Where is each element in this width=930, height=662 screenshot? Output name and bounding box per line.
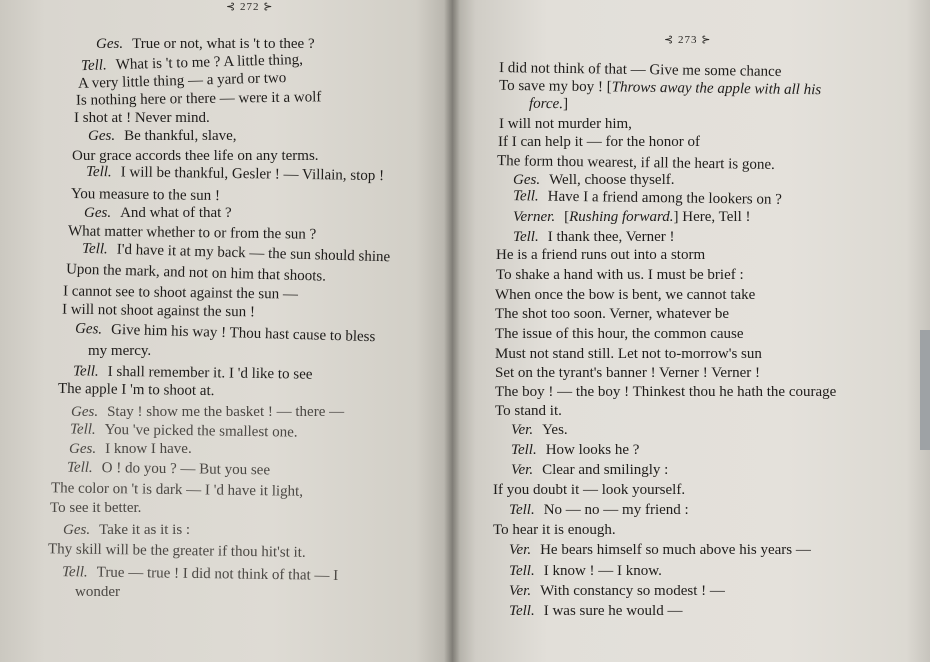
- left_page-line: [86, 164, 384, 185]
- verse-text: my mercy.: [88, 343, 152, 359]
- stage-direction: Rushing forward.: [569, 209, 674, 225]
- speaker-name: Tell.: [80, 57, 107, 75]
- page-ornament-left: ⊰: [664, 34, 675, 46]
- verse-text: I will not murder him,: [499, 116, 632, 132]
- verse-text: I will be thankful, Gesler ! — Villain, stop !: [120, 164, 385, 185]
- verse-text: Stay ! show me the basket ! — there —: [107, 404, 345, 420]
- right_page-line: [495, 326, 744, 343]
- speaker-name: Tell.: [509, 603, 535, 619]
- verse-text: To stand it.: [495, 403, 562, 419]
- verse-text: You measure to the sun !: [70, 185, 221, 205]
- verse-text: To shake a hand with us. I must be brief :: [496, 267, 744, 283]
- speaker-name: Tell.: [512, 188, 539, 205]
- left_page-line: [74, 110, 210, 127]
- verse-text: Well, choose thyself.: [549, 172, 675, 188]
- verse-text: The color on 't is dark — I 'd have it light,: [50, 480, 304, 500]
- speaker-name: Tell.: [511, 442, 537, 458]
- right_page-line: [495, 287, 755, 304]
- verse-text: The boy ! — the boy ! Thinkest thou he hath the courage: [495, 384, 837, 400]
- page-ornament-right: ⊱: [263, 1, 274, 13]
- right_page-line: [499, 116, 632, 133]
- verse-text: A very little thing — a yard or two: [77, 70, 287, 92]
- page-number-text: 272: [239, 1, 260, 13]
- right_page-line: [513, 209, 751, 226]
- verse-text: The apple I 'm to shoot at.: [57, 380, 215, 400]
- speaker-name: Ges.: [74, 320, 103, 338]
- verse-text: I shall remember it. I 'd like to see: [107, 363, 313, 383]
- speaker-name: Tell.: [69, 421, 96, 438]
- stage-direction: force.: [528, 95, 564, 113]
- verse-text: The issue of this hour, the common cause: [495, 326, 744, 342]
- left_page-line: [62, 302, 255, 322]
- verse-text: O ! do you ? — But you see: [101, 460, 271, 479]
- left_page-line: [70, 421, 298, 441]
- left_page-line: [69, 441, 192, 458]
- left_page-line: [63, 283, 298, 303]
- speaker-name: Tell.: [85, 163, 112, 181]
- verse-text: To save my boy ! [: [498, 77, 612, 96]
- speaker-name: Ges.: [84, 205, 112, 221]
- left_page-line: [58, 381, 215, 400]
- verse-text: Take it as it is :: [99, 522, 191, 538]
- verse-text: I was sure he would —: [543, 603, 683, 619]
- verse-text: wonder: [75, 584, 120, 600]
- right_page-line: [509, 502, 689, 519]
- verse-text: Be thankful, slave,: [124, 128, 237, 144]
- left-page: [0, 0, 452, 662]
- right_page-line: [529, 96, 568, 114]
- speaker-name: Tell.: [509, 502, 535, 518]
- speaker-name: Tell.: [509, 563, 535, 579]
- verse-text: I thank thee, Verner !: [547, 229, 675, 245]
- left_page-line: [88, 128, 237, 145]
- verse-text: I know ! — I know.: [543, 563, 662, 579]
- speaker-name: Ver.: [509, 583, 532, 599]
- verse-text: You 've picked the smallest one.: [104, 421, 298, 441]
- right_page-line: [495, 403, 562, 420]
- left_page-line: [75, 584, 120, 601]
- verse-text: Clear and smilingly :: [542, 462, 669, 478]
- speaker-name: Tell.: [81, 240, 109, 258]
- left_page-line: [73, 363, 313, 383]
- left_page-line: [72, 148, 319, 165]
- left_page-line: [71, 186, 220, 205]
- speaker-name: Ver.: [509, 542, 532, 558]
- page-ornament-left: ⊰: [226, 1, 237, 13]
- right_page-line: [496, 267, 744, 284]
- right_page-line: [511, 422, 568, 439]
- verse-text: True — true ! I did not think of that — I: [96, 564, 339, 584]
- verse-text: I know I have.: [105, 441, 192, 457]
- verse-text: What is 't to me ? A little thing,: [115, 51, 304, 74]
- verse-text: Give him his way ! Thou hast cause to bless: [110, 321, 376, 346]
- verse-text: To hear it is enough.: [493, 522, 616, 538]
- left_page-line: [48, 541, 306, 562]
- verse-text-after: ]: [562, 96, 569, 113]
- speaker-name: Tell.: [66, 459, 93, 476]
- page-number-text: 273: [677, 34, 698, 46]
- verse-text: [: [564, 209, 570, 225]
- verse-text: I shot at ! Never mind.: [74, 110, 210, 126]
- page-number-272: [226, 0, 273, 13]
- right_page-line: [513, 188, 782, 209]
- speaker-name: Ges.: [96, 36, 124, 52]
- verse-text-after: ] Here, Tell !: [673, 209, 751, 225]
- verse-text: I cannot see to shoot against the sun —: [62, 283, 299, 303]
- verse-text: Yes.: [542, 422, 568, 438]
- right_page-line: [493, 482, 685, 499]
- verse-text: I will not shoot against the sun !: [61, 301, 256, 321]
- page-number-273: [664, 33, 711, 46]
- verse-text: What matter whether to or from the sun ?: [67, 223, 317, 243]
- right_page-line: [495, 365, 760, 382]
- verse-text: Our grace accords thee life on any terms.: [72, 148, 319, 164]
- left_page-line: [63, 522, 190, 539]
- right_page-line: [497, 153, 775, 174]
- right_page-line: [509, 583, 725, 600]
- verse-text: If you doubt it — look yourself.: [493, 482, 686, 498]
- left_page-line: [62, 564, 338, 585]
- left_page-line: [51, 480, 303, 501]
- verse-text: I'd have it at my back — the sun should shine: [116, 241, 391, 266]
- left_page-line: [96, 36, 315, 53]
- left_page-line: [50, 500, 141, 517]
- left_page-line: [67, 460, 270, 480]
- right_page-line: [496, 247, 705, 264]
- right_page-line: [511, 442, 639, 459]
- verse-text: He bears himself so much above his years —: [540, 542, 811, 558]
- verse-text: And what of that ?: [120, 205, 232, 221]
- verse-text: True or not, what is 't to thee ?: [132, 36, 315, 52]
- verse-text: I did not think of that — Give me some chance: [498, 60, 782, 80]
- book-gutter: [444, 0, 460, 662]
- right_page-line: [495, 306, 729, 323]
- right_page-line: [493, 522, 616, 539]
- verse-text: No — no — my friend :: [543, 502, 689, 518]
- verse-text: Must not stand still. Let not to-morrow's sun: [495, 346, 762, 362]
- speaker-name: Ver.: [511, 462, 534, 478]
- verse-text: With constancy so modest ! —: [540, 583, 725, 599]
- left_page-line: [71, 404, 344, 421]
- page-edge-tab: [920, 330, 930, 450]
- speaker-name: Ges.: [69, 441, 97, 457]
- speaker-name: Ges.: [513, 172, 541, 188]
- right-page: [452, 0, 930, 662]
- verse-text: Have I a friend among the lookers on ?: [547, 188, 782, 208]
- speaker-name: Ges.: [88, 128, 116, 144]
- verse-text: Set on the tyrant's banner ! Verner ! Verner !: [495, 365, 760, 381]
- verse-text: When once the bow is bent, we cannot take: [495, 287, 756, 303]
- right_page-line: [513, 229, 674, 246]
- verse-text: How looks he ?: [545, 442, 640, 458]
- right_page-line: [509, 563, 662, 580]
- speaker-name: Ver.: [511, 422, 534, 438]
- speaker-name: Tell.: [72, 363, 99, 380]
- right_page-line: [511, 462, 668, 479]
- verse-text: If I can help it — for the honor of: [498, 134, 701, 150]
- speaker-name: Tell.: [61, 564, 88, 581]
- left_page-line: [76, 89, 322, 109]
- page-ornament-right: ⊱: [701, 34, 712, 46]
- right_page-line: [513, 172, 675, 189]
- right_page-line: [495, 346, 762, 363]
- verse-text: He is a friend runs out into a storm: [496, 247, 706, 263]
- right_page-line: [509, 603, 682, 620]
- verse-text: Upon the mark, and not on him that shoots.: [65, 261, 327, 285]
- speaker-name: Tell.: [513, 229, 539, 245]
- speaker-name: Verner.: [513, 209, 556, 225]
- left_page-line: [84, 205, 232, 222]
- speaker-name: Ges.: [71, 404, 99, 420]
- right_page-line: [495, 384, 836, 401]
- right_page-line: [498, 134, 700, 151]
- verse-text: The form thou wearest, if all the heart is gone.: [496, 153, 775, 173]
- left_page-line: [66, 261, 326, 285]
- verse-text: To see it better.: [50, 500, 142, 516]
- speaker-name: Ges.: [63, 522, 91, 538]
- verse-text: Thy skill will be the greater if thou hit'st it.: [47, 541, 306, 561]
- right_page-line: [509, 542, 811, 559]
- verse-text: The shot too soon. Verner, whatever be: [495, 306, 730, 322]
- verse-text: Is nothing here or there — were it a wolf: [75, 89, 322, 109]
- left_page-line: [88, 343, 151, 360]
- stage-direction: Throws away the apple with all his: [611, 79, 822, 99]
